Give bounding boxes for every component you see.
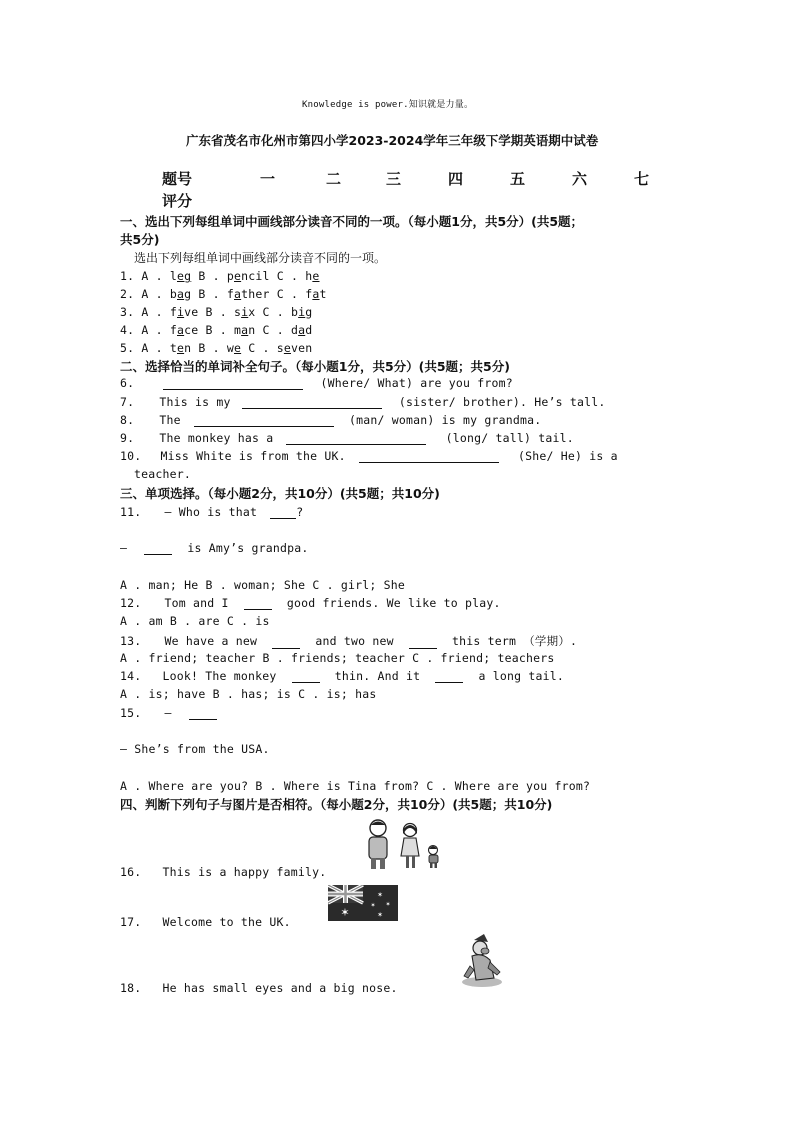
question-10: 10. Miss White is from the UK. (She/ He) is a bbox=[120, 449, 618, 463]
answer-blank[interactable] bbox=[163, 377, 303, 390]
score-header-col: 五 bbox=[510, 170, 526, 188]
question-18: 18. He has small eyes and a big nose. bbox=[120, 981, 398, 995]
question-12-options: A . am B . are C . is bbox=[120, 614, 270, 628]
section2-heading: 二、选择恰当的单词补全句子。（每小题1分，共5分）(共5题；共5分) bbox=[120, 359, 510, 374]
question-12: 12. Tom and I good friends. We like to play. bbox=[120, 596, 501, 610]
score-header-col: 三 bbox=[386, 170, 402, 188]
section1-instruction: 选出下列每组单词中画线部分读音不同的一项。 bbox=[134, 251, 387, 265]
answer-blank[interactable] bbox=[244, 597, 272, 610]
question-7: 7. This is my (sister/ brother). He’s tall. bbox=[120, 395, 606, 409]
score-header-label: 题号 bbox=[162, 170, 193, 188]
answer-blank[interactable] bbox=[359, 450, 499, 463]
flag-picture bbox=[328, 885, 398, 921]
question-2: 2. A . bag B . father C . fat bbox=[120, 287, 327, 301]
score-header-col: 七 bbox=[634, 170, 650, 188]
question-16: 16. This is a happy family. bbox=[120, 865, 327, 879]
answer-blank[interactable] bbox=[272, 636, 300, 649]
header-note: Knowledge is power.知识就是力量。 bbox=[302, 100, 474, 110]
question-4: 4. A . face B . man C . dad bbox=[120, 323, 313, 337]
score-header-col: 一 bbox=[260, 170, 276, 188]
question-10-cont: teacher. bbox=[134, 467, 191, 481]
question-15: 15. — bbox=[120, 706, 217, 720]
question-14: 14. Look! The monkey thin. And it a long tail. bbox=[120, 669, 564, 683]
question-11-options: A . man; He B . woman; She C . girl; She bbox=[120, 578, 405, 592]
question-13-options: A . friend; teacher B . friends; teacher C . friend; teachers bbox=[120, 651, 555, 665]
answer-blank[interactable] bbox=[270, 506, 296, 519]
section1-heading-cont: 共5分) bbox=[120, 232, 160, 247]
question-1: 1. A . leg B . pencil C . he bbox=[120, 269, 320, 283]
score-header-col: 二 bbox=[326, 170, 342, 188]
question-5: 5. A . ten B . we C . seven bbox=[120, 341, 313, 355]
answer-blank[interactable] bbox=[286, 432, 426, 445]
question-15-options: A . Where are you? B . Where is Tina from? C . Where are you from? bbox=[120, 779, 591, 793]
svg-text:✶: ✶ bbox=[377, 911, 383, 919]
question-11-reply: — is Amy’s grandpa. bbox=[120, 541, 309, 555]
answer-blank[interactable] bbox=[194, 414, 334, 427]
answer-blank[interactable] bbox=[435, 670, 463, 683]
answer-blank[interactable] bbox=[144, 542, 172, 555]
person-picture bbox=[460, 932, 506, 988]
question-17: 17. Welcome to the UK. bbox=[120, 915, 291, 929]
answer-blank[interactable] bbox=[242, 396, 382, 409]
score-header-col: 六 bbox=[572, 170, 588, 188]
svg-text:✶: ✶ bbox=[370, 902, 376, 909]
answer-blank[interactable] bbox=[189, 707, 217, 720]
question-8: 8. The (man/ woman) is my grandma. bbox=[120, 413, 542, 427]
question-11: 11. — Who is that ? bbox=[120, 505, 304, 519]
exam-title: 广东省茂名市化州市第四小学2023-2024学年三年级下学期英语期中试卷 bbox=[186, 133, 599, 148]
question-14-options: A . is; have B . has; is C . is; has bbox=[120, 687, 377, 701]
question-3: 3. A . five B . six C . big bbox=[120, 305, 313, 319]
section1-heading: 一、选出下列每组单词中画线部分读音不同的一项。（每小题1分，共5分）(共5题； bbox=[120, 214, 584, 229]
answer-blank[interactable] bbox=[292, 670, 320, 683]
answer-blank[interactable] bbox=[409, 636, 437, 649]
section3-heading: 三、单项选择。（每小题2分，共10分）(共5题；共10分) bbox=[120, 486, 440, 501]
question-15-reply: — She’s from the USA. bbox=[120, 742, 270, 756]
svg-text:✶: ✶ bbox=[377, 891, 383, 899]
question-9: 9. The monkey has a (long/ tall) tail. bbox=[120, 431, 574, 445]
family-picture bbox=[362, 818, 444, 870]
section4-heading: 四、判断下列句子与图片是否相符。（每小题2分，共10分）(共5题；共10分) bbox=[120, 797, 553, 812]
score-row-label: 评分 bbox=[162, 192, 193, 210]
question-13: 13. We have a new and two new this term （学期）. bbox=[120, 634, 578, 648]
question-6: 6. (Where/ What) are you from? bbox=[120, 376, 513, 390]
svg-text:✶: ✶ bbox=[385, 901, 391, 908]
svg-text:✶: ✶ bbox=[340, 906, 350, 919]
score-header-col: 四 bbox=[448, 170, 464, 188]
